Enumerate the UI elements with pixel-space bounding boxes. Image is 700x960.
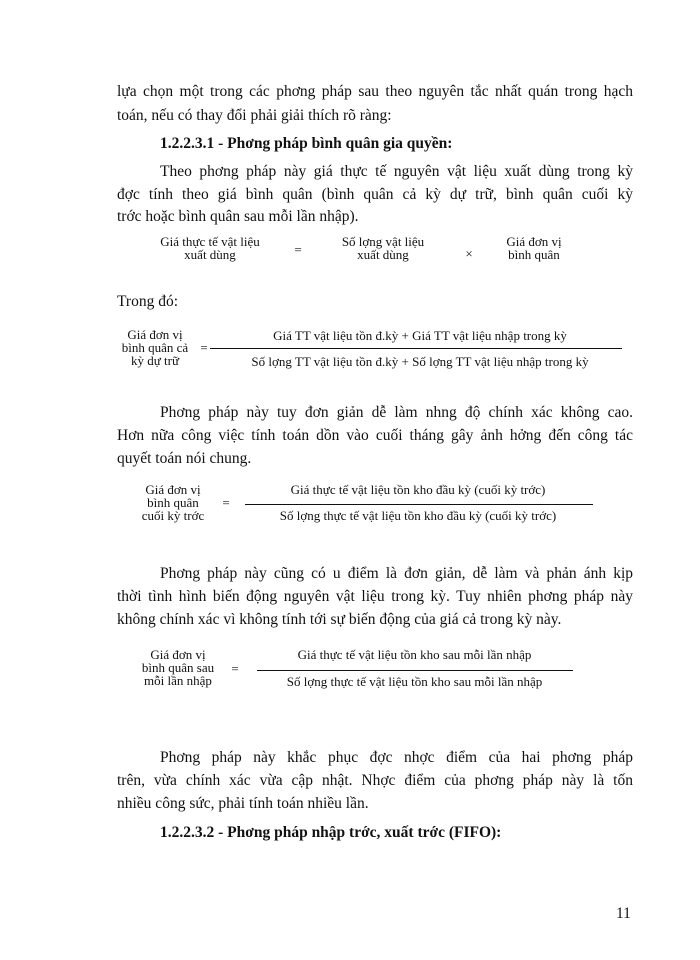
formula1-term3 — [484, 235, 584, 261]
section-heading-1-2-2-3-2: 1.2.2.3.2 - Phơng pháp nhập trớc, xuất trớc (FIFO): — [160, 824, 502, 841]
formula4-fraction-bar — [257, 670, 573, 671]
formula1-term1-line1: Giá thực tế vật liệu — [160, 234, 260, 249]
formula3-numerator: Giá thực tế vật liệu tồn kho đầu kỳ (cuối kỳ trớc) — [290, 482, 546, 497]
intro-line-1: lựa chọn một trong các phơng pháp sau theo nguyên tắc nhất quán trong hạch — [117, 83, 633, 100]
formula3-left-line1: Giá đơn vị — [145, 482, 201, 497]
formula4-left-line3: mỗi lần nhập — [144, 673, 212, 688]
para3-line-1: Phơng pháp này cũng có u điểm là đơn giản, dễ làm và phản ánh kịp — [160, 565, 633, 582]
para2-line-1: Phơng pháp này tuy đơn giản dễ làm nhng độ chính xác không cao. — [160, 404, 633, 421]
formula3-denominator: Số lợng thực tế vật liệu tồn kho đầu kỳ (cuối kỳ trớc) — [279, 508, 557, 523]
formula1-term3-line1: Giá đơn vị — [506, 234, 562, 249]
formula1-times: × — [465, 246, 473, 261]
formula4-numerator: Giá thực tế vật liệu tồn kho sau mỗi lần nhập — [297, 647, 532, 662]
page-number: 11 — [616, 905, 631, 922]
formula1-equals: = — [294, 242, 302, 257]
section-heading-1-2-2-3-1: 1.2.2.3.1 - Phơng pháp bình quân gia quyền: — [160, 135, 453, 152]
formula3-equals: = — [222, 495, 230, 510]
formula1-term2 — [318, 235, 448, 261]
formula2-fraction-bar — [210, 348, 622, 349]
intro-line-2: toán, nếu có thay đổi phải giải thích rõ ràng: — [117, 107, 392, 124]
formula3-left-line2: bình quân — [147, 495, 199, 510]
para3-line-3: không chính xác vì không tính tới sự biến động của giá cả trong kỳ này. — [117, 611, 562, 628]
formula1-term3-line2: bình quân — [508, 247, 560, 262]
formula2-left — [110, 328, 200, 367]
formula4-left-line2: bình quân sau — [141, 660, 215, 675]
formula2-equals: = — [200, 340, 208, 355]
para4-line-2: trên, vừa chính xác vừa cập nhật. Nhợc điểm của phơng pháp này là tốn — [117, 772, 633, 789]
section1-para-line-1: Theo phơng pháp này giá thực tế nguyên vật liệu xuất dùng trong kỳ — [160, 163, 633, 180]
section1-para-line-2: đợc tính theo giá bình quân (bình quân cả kỳ dự trữ, bình quân cuối kỳ — [117, 186, 633, 203]
formula2-numerator: Giá TT vật liệu tồn đ.kỳ + Giá TT vật liệu nhập trong kỳ — [273, 328, 567, 343]
para3-line-2: thời tình hình biến động nguyên vật liệu trong kỳ. Tuy nhiên phơng pháp này — [117, 588, 633, 605]
formula1-term2-line2: xuất dùng — [357, 247, 409, 262]
formula4-left-line1: Giá đơn vị — [150, 647, 206, 662]
formula2-denominator: Số lợng TT vật liệu tồn đ.kỳ + Số lợng TT vật liệu nhập trong kỳ — [251, 354, 589, 369]
where-label: Trong đó: — [117, 293, 179, 310]
formula4-denominator: Số lợng thực tế vật liệu tồn kho sau mỗi lần nhập — [286, 674, 543, 689]
para2-line-3: quyết toán nói chung. — [117, 450, 252, 467]
formula2-left-line3: kỳ dự trữ — [130, 353, 180, 368]
para4-line-1: Phơng pháp này khắc phục đợc nhợc điểm của hai phơng pháp — [160, 749, 633, 766]
para4-line-3: nhiều công sức, phải tính toán nhiều lần. — [117, 795, 369, 812]
formula3-left-line3: cuối kỳ trớc — [141, 508, 205, 523]
formula1-term1-line2: xuất dùng — [184, 247, 236, 262]
formula2-left-line1: Giá đơn vị — [127, 327, 183, 342]
formula1-term2-line1: Số lợng vật liệu — [341, 234, 425, 249]
formula3-fraction-bar — [245, 504, 593, 505]
para2-line-2: Hơn nữa công việc tính toán dồn vào cuối tháng gây ảnh hởng đến công tác — [117, 427, 633, 444]
formula4-left — [128, 648, 228, 687]
formula4-equals: = — [231, 661, 239, 676]
formula2-left-line2: bình quân cả — [121, 340, 189, 355]
formula1-term1 — [140, 235, 280, 261]
section1-para-line-3: trớc hoặc bình quân sau mỗi lần nhập). — [117, 208, 359, 225]
formula3-left — [128, 483, 218, 522]
